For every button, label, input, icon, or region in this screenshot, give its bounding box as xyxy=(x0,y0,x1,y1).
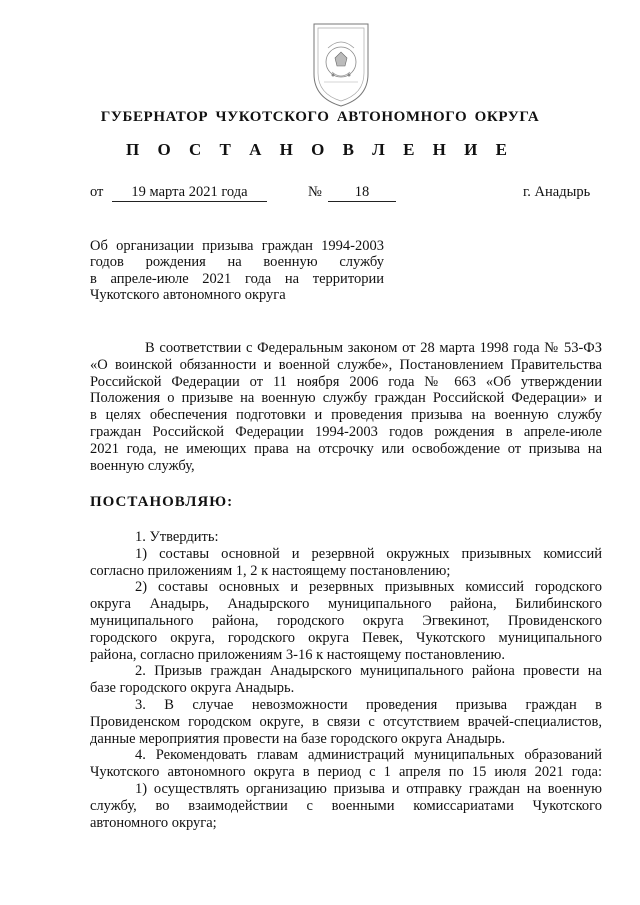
item-line: 2. Призыв граждан Анадырского муниципального района провести на xyxy=(135,663,602,680)
item-line: автономного округа; xyxy=(90,814,217,831)
text-line: В соответствии с Федеральным законом от 28 марта 1998 года № 53-ФЗ xyxy=(145,340,602,356)
chukotka-coat-of-arms-icon xyxy=(302,18,380,110)
text-line: Положения о призыве на военную службу граждан Российской Федерации» и xyxy=(90,390,602,407)
item-line: городского округа, городского округа Певек, Чукотского муниципального xyxy=(90,629,602,646)
item-line: службу, во взаимодействии с военными комиссариатами Чукотского xyxy=(90,797,602,814)
date-number-row xyxy=(0,184,640,206)
document-type-title: П О С Т А Н О В Л Е Н И Е xyxy=(126,140,514,159)
item-line: 1. Утвердить: xyxy=(135,529,219,545)
item-line: 4. Рекомендовать главам администраций муниципальных образований xyxy=(135,747,602,764)
item-line: 1) осуществлять организацию призыва и отправку граждан на военную xyxy=(135,780,602,797)
item-line: согласно приложениям 1, 2 к настоящему постановлению; xyxy=(90,562,451,579)
text-line: «О воинской обязанности и военной службе», Постановлением Правительства xyxy=(90,356,602,373)
item-line: 3. В случае невозможности проведения призыва граждан в xyxy=(135,696,602,713)
subject-line: Чукотского автономного округа xyxy=(90,286,286,303)
item-line: муниципального района, городского округа Эгвекинот, Провиденского xyxy=(90,612,602,629)
item-line: Провиденском городском округе, в связи с отсутствием врачей-специалистов, xyxy=(90,713,602,730)
decree-items xyxy=(90,529,602,831)
date-prefix: от xyxy=(90,184,104,200)
coat-of-arms-emblem xyxy=(302,18,380,110)
document-date: 19 марта 2021 года xyxy=(112,184,267,202)
item-line: 1) составы основной и резервной окружных призывных комиссий xyxy=(135,545,602,562)
text-line: военную службу, xyxy=(90,457,195,474)
subject-line: в апреле-июле 2021 года на территории xyxy=(90,270,384,287)
document-number: 18 xyxy=(328,184,396,202)
item-line: данные мероприятия провести на базе городского округа Анадырь. xyxy=(90,730,506,747)
preamble-paragraph xyxy=(90,340,602,474)
text-line: в целях обеспечения подготовки и проведения призыва на военную службу xyxy=(90,407,602,424)
item-line: 2) составы основных и резервных призывных комиссий городского xyxy=(135,579,602,596)
document-place: г. Анадырь xyxy=(523,184,591,200)
document-subject xyxy=(90,238,384,303)
text-line: 2021 года, не имеющих права на отсрочку или освобождение от призыва на xyxy=(90,440,602,457)
number-sign: № xyxy=(308,184,322,200)
text-line: Российской Федерации от 11 ноября 2006 года № 663 «Об утверждении xyxy=(90,373,602,390)
item-line: базе городского округа Анадырь. xyxy=(90,680,295,697)
item-line: округа Анадырь, Анадырского муниципального района, Билибинского xyxy=(90,596,602,613)
item-line: Чукотского автономного округа в период с 1 апреля по 15 июля 2021 года: xyxy=(90,764,602,781)
item-line: района, согласно приложениям 3-16 к настоящему постановлению. xyxy=(90,646,505,663)
issuing-authority: ГУБЕРНАТОР ЧУКОТСКОГО АВТОНОМНОГО ОКРУГА xyxy=(100,109,540,125)
text-line: граждан Российской Федерации 1994-2003 годов рождения в апреле-июле xyxy=(90,423,602,440)
decree-word: ПОСТАНОВЛЯЮ: xyxy=(90,494,234,510)
subject-line: Об организации призыва граждан 1994-2003 xyxy=(90,238,384,254)
subject-line: годов рождения на военную службу xyxy=(90,254,384,271)
